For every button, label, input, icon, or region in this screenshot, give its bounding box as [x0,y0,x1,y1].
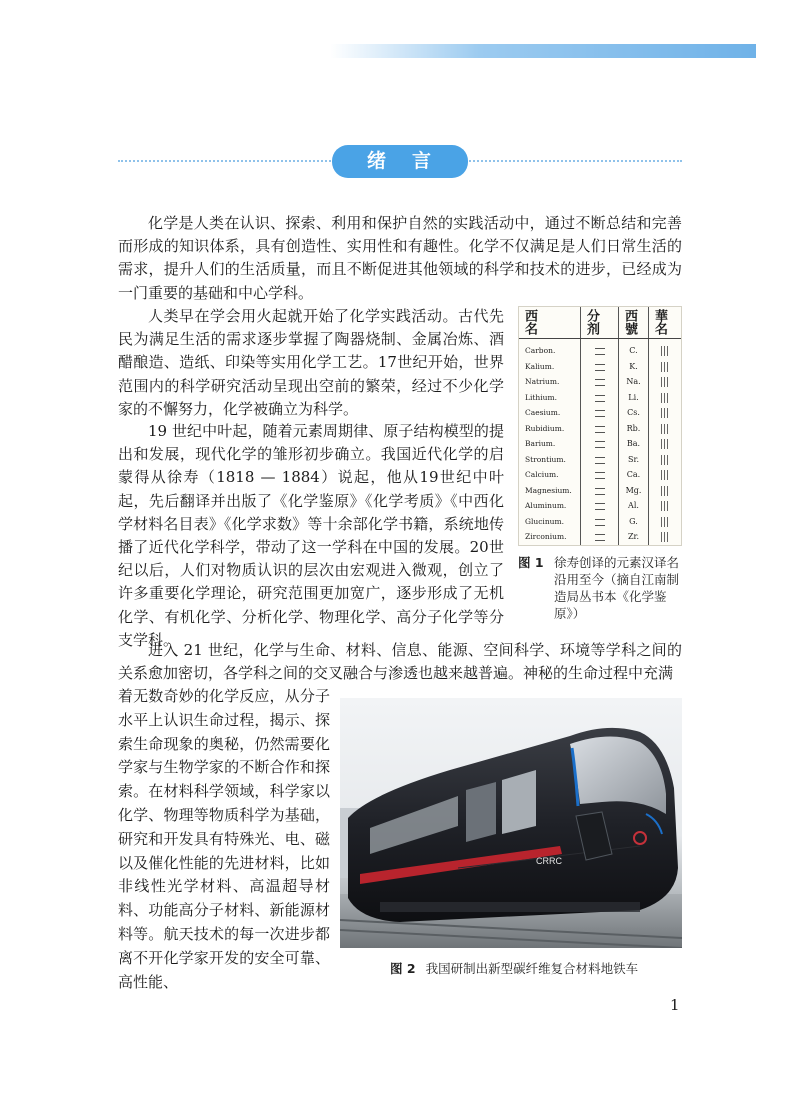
paragraph-text: 化学是人类在认识、探索、利用和保护自然的实践活动中，通过不断总结和完善而形成的知识体系，具有创造性、实用性和有趣性。化学不仅满足是人们日常生活的需求，提升人们的生活质量，而且不断促进其他领域的科学和技术的进步，已经成为一门重要的基础和中心学科。 [118,214,682,302]
header-western-name: 西名 [522,309,537,335]
equivalent-glyph [581,436,618,452]
caption-text: 徐寿创译的元素汉译名沿用至今（摘自江南制造局丛书本《化学鉴原》） [554,555,680,621]
figure-element-names-table [518,306,682,546]
chinese-name-glyph [649,483,681,499]
element-name: Carbon. [525,346,556,355]
element-name-list [519,339,580,545]
element-symbol: Al. [628,501,639,510]
chinese-name-glyph-list [649,339,681,545]
paragraph-history [118,305,504,421]
header-symbol: 西號 [622,309,637,335]
element-symbol: Mg. [625,485,642,495]
element-name: Glucinum. [525,516,564,526]
element-symbol: Cs. [627,408,640,417]
figure-subway-train-photo [340,698,682,948]
element-name: Magnesium. [525,485,572,495]
element-symbol-list [619,339,648,545]
element-name: Lithium. [525,392,557,402]
chinese-name-glyph [649,390,681,406]
page-number: 1 [670,996,680,1014]
element-name: Strontium. [525,454,566,464]
element-name: Barium. [525,439,556,448]
element-name: Kalium. [525,361,555,371]
figure-number: 图 2 [390,961,416,976]
chinese-name-glyph [649,498,681,514]
equivalent-glyph [581,421,618,437]
chinese-name-glyph [649,452,681,468]
chinese-name-glyph [649,529,681,545]
element-symbol: K. [629,361,638,371]
chinese-name-glyph [649,374,681,390]
element-symbol: Ca. [626,470,641,479]
paragraph-text: 19 世纪中叶起，随着元素周期律、原子结构模型的提出和发展，现代化学的雏形初步确立。我国近代化学的启蒙得从徐寿（1818 — 1884）说起，他从19世纪中叶起，先后翻译并出版了《化学鉴原》《化学考质》《中西化学材料名目表》《化学求数》等十余部化学书籍，系统地传播了近代化学科学，带动了这一学科在中国的发展。20世纪以后，人们对物质认识的层次由宏观进入微观，创立了许多重要化学理论，研究范围更加宽广，逐步形成了无机化学、有机化学、分析化学、物理化学、高分子化学等分支学科。 [118,422,504,649]
element-symbol: Li. [628,392,639,402]
chinese-name-glyph [649,343,681,359]
figure-number: 图 1 [518,555,544,570]
equivalent-glyph [581,529,618,545]
element-symbol: G. [629,516,638,526]
equivalent-glyph [581,343,618,359]
element-name: Natrium. [525,377,560,386]
paragraph-text: 着无数奇妙的化学反应，从分子水平上认识生命过程，揭示、探索生命现象的奥秘，仍然需要化学家与生物学家的不断合作和探索。在材料科学领域，科学家以化学、物理等物质科学为基础，研究和开发具有特殊光、电、磁以及催化性能的先进材料，比如非线性光学材料、高温超导材料、功能高分子材料、新能源材料等。航天技术的每一次进步都离不开化学家开发的安全可靠、高性能、 [118,687,330,991]
equivalent-glyph-list [581,339,618,545]
header-decoration-bar [330,44,756,58]
figure1-caption [518,554,688,622]
paragraph-intro [118,212,682,305]
element-symbol: C. [629,346,638,355]
element-symbol: Rb. [626,423,641,433]
element-name: Rubidium. [525,423,565,433]
element-name: Aluminum. [525,501,567,510]
chapter-heading: 绪言 [332,145,468,178]
chinese-name-glyph [649,436,681,452]
train-brand-label: CRRC [536,856,562,866]
train-illustration [340,698,682,948]
figure2-caption [390,959,638,977]
equivalent-glyph [581,374,618,390]
equivalent-glyph [581,514,618,530]
equivalent-glyph [581,467,618,483]
equivalent-glyph [581,483,618,499]
header-equivalent: 分剂 [584,309,599,335]
table-header [519,307,681,339]
paragraph-21st-century-continued [118,685,330,994]
element-symbol: Zr. [627,532,640,541]
element-symbol: Ba. [626,439,641,448]
element-name: Caesium. [525,408,561,417]
chinese-name-glyph [649,405,681,421]
element-name: Calcium. [525,470,559,479]
paragraph-text: 人类早在学会用火起就开始了化学实践活动。古代先民为满足生活的需求逐步掌握了陶器烧制、金属冶炼、酒醋酿造、造纸、印染等实用化学工艺。17世纪开始，世界范围内的科学研究活动呈现出空前的繁荣，经过不少化学家的不懈努力，化学被确立为科学。 [118,307,504,418]
equivalent-glyph [581,452,618,468]
element-symbol: Na. [626,377,641,386]
paragraph-21st-century [118,639,682,685]
chinese-name-glyph [649,359,681,375]
chinese-name-glyph [649,514,681,530]
equivalent-glyph [581,498,618,514]
element-symbol: Sr. [628,454,639,464]
caption-text: 我国研制出新型碳纤维复合材料地铁车 [425,961,639,976]
equivalent-glyph [581,359,618,375]
paragraph-text: 进入 21 世纪，化学与生命、材料、信息、能源、空间科学、环境等学科之间的关系愈加密切，各学科之间的交叉融合与渗透也越来越普遍。神秘的生命过程中充满 [118,641,682,683]
chinese-name-glyph [649,467,681,483]
equivalent-glyph [581,405,618,421]
header-chinese-name: 華名 [652,309,667,335]
paragraph-modern-chemistry [118,420,504,652]
chinese-name-glyph [649,421,681,437]
equivalent-glyph [581,390,618,406]
element-name: Zirconium. [525,532,567,541]
